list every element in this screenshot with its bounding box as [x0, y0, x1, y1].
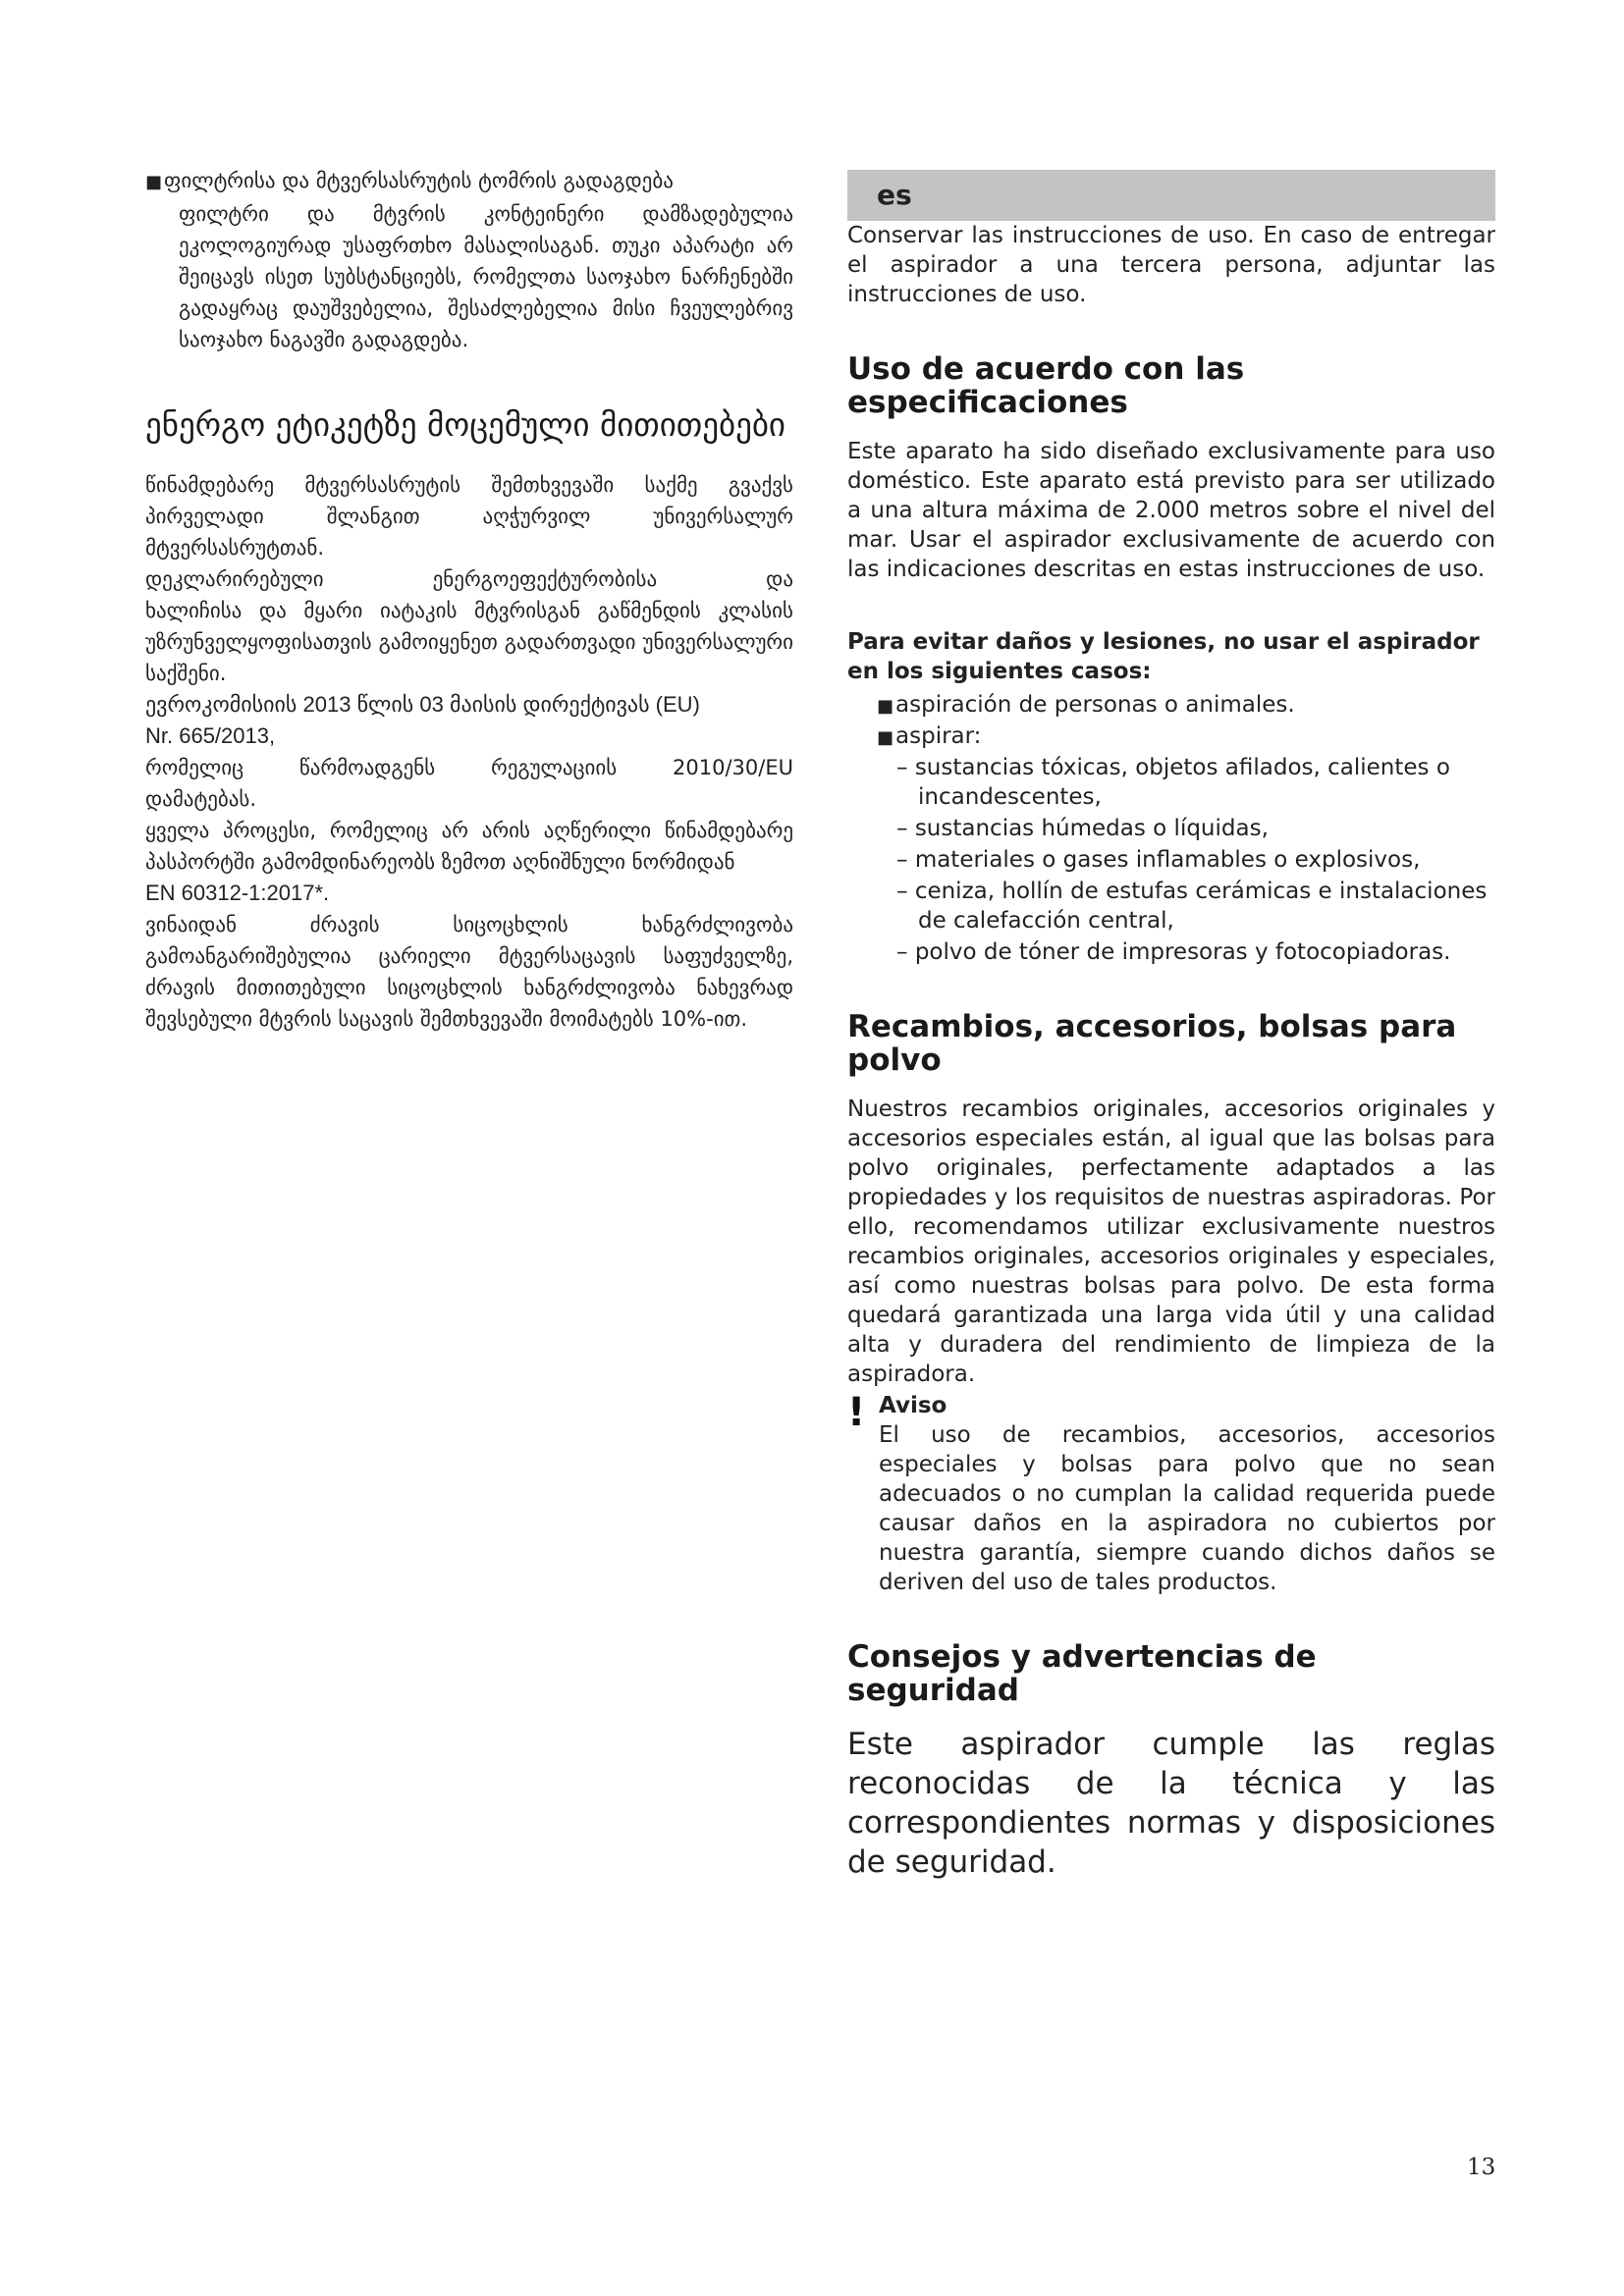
notice-title: Aviso: [879, 1393, 947, 1418]
square-bullet-icon: ■: [145, 172, 163, 192]
filter-disposal-title: ფილტრისა და მტვერსასრუტის ტომრის გადაგდება: [164, 169, 674, 192]
heading-uso: Uso de acuerdo con las especificaciones: [847, 351, 1245, 420]
bullet-text: aspiración de personas o animales.: [895, 692, 1295, 718]
uso-text: Este aparato ha sido diseñado exclusivamente para uso doméstico. Este aparato está previsto para ser utilizado a una altura máxima de 2.000 metros sobre el nivel del mar. Usar el aspirador exclusivamente de acuerdo con las indicaciones descritas en estas instrucciones de uso.: [847, 439, 1495, 582]
square-bullet-icon: ■: [877, 696, 894, 717]
filter-disposal-text: ფილტრი და მტვრის კონტეინერი დამზადებულია ეკოლოგიურად უსაფრთხო მასალისაგან. თუკი აპარატი არ შეიცავს ისეთ სუბსტანციებს, რომელთა საოჯახო ნარჩენებში გადაყრაც დაუშვებელია, შესაძლებელია მისი ჩვეულებრივ საოჯახო ნაგავში გადაგდება.: [179, 202, 793, 351]
list-item: [877, 721, 1495, 967]
dash-text: sustancias tóxicas, objetos afilados, calientes o incandescentes,: [914, 755, 1450, 810]
energy-paragraph-3d: დამატებას.: [145, 787, 257, 811]
exclamation-icon: !: [847, 1390, 866, 1435]
energy-label-heading: ენერგო ეტიკეტზე მოცემული მითითებები: [145, 405, 785, 444]
energy-paragraph-1: წინამდებარე მტვერსასრუტის შემთხვევაში საქმე გვაქვს პირველადი შლანგით აღჭურვილ უნივერსალურ მტვერსასრუტთან.: [145, 473, 793, 560]
heading-consejos: Consejos y advertencias de seguridad: [847, 1639, 1317, 1708]
dash-text: polvo de tóner de impresoras y fotocopiadoras.: [914, 939, 1451, 965]
warning-title: Para evitar daños y lesiones, no usar el aspirador en los siguientes casos:: [847, 629, 1480, 684]
dash-list: [877, 753, 1495, 967]
dash-text: materiales o gases inflamables o explosivos,: [914, 847, 1421, 873]
dash-item: – ceniza, hollín de estufas cerámicas e instalaciones de calefacción central,: [896, 879, 1488, 934]
bullet-text: aspirar:: [895, 723, 982, 749]
energy-paragraph-4b: EN 60312-1:2017*.: [145, 881, 330, 905]
energy-paragraph-3c: რომელიც წარმოადგენს რეგულაციის 2010/30/EU: [145, 756, 793, 779]
dash-item: – sustancias tóxicas, objetos afilados, calientes o incandescentes,: [896, 755, 1450, 810]
energy-paragraph-2b: ხალიჩისა და მყარი იატაკის მტვრისგან გაწმენდის კლასის: [145, 599, 793, 622]
energy-paragraph-2a: დეკლარირებული ენერგოეფექტურობისა და: [145, 567, 793, 591]
dash-item: – polvo de tóner de impresoras y fotocopiadoras.: [896, 939, 1451, 965]
warning-list: [847, 690, 1495, 967]
consejos-text: Este aspirador cumple las reglas reconocidas de la técnica y las correspondientes normas y disposiciones de seguridad.: [847, 1727, 1495, 1880]
dash-text: sustancias húmedas o líquidas,: [914, 816, 1269, 841]
notice-box: [847, 1391, 1495, 1597]
dash-item: – sustancias húmedas o líquidas,: [896, 816, 1269, 841]
notice-text: El uso de recambios, accesorios, accesorios especiales y bolsas para polvo que no sean adecuados o no cumplan la calidad requerida puede causar daños en la aspiradora no cubiertos por nuestra garantía, siempre cuando dichos daños se deriven del uso de tales productos.: [879, 1422, 1495, 1595]
energy-label-body: [145, 469, 793, 1035]
notice-body: [879, 1391, 1495, 1597]
recambios-text: Nuestros recambios originales, accesorios originales y accesorios especiales están, al igual que las bolsas para polvo originales, perfectamente adaptados a las propiedades y los requisitos de nuestras aspiradoras. Por ello, recomendamos utilizar exclusivamente nuestros recambios originales, accesorios originales y especiales, así como nuestras bolsas para polvo. De esta forma quedará garantizada una larga vida útil y una calidad alta y duradera del rendimiento de limpieza de la aspiradora.: [847, 1096, 1495, 1387]
dash-item: – materiales o gases inflamables o explosivos,: [896, 847, 1421, 873]
left-column: [145, 165, 793, 1035]
energy-paragraph-4: ყველა პროცესი, რომელიც არ არის აღწერილი წინამდებარე პასპორტში გამომდინარეობს ზემოთ აღნიშნული ნორმიდან: [145, 819, 793, 874]
energy-paragraph-3b: Nr. 665/2013,: [145, 723, 276, 748]
energy-paragraph-5: ვინაიდან ძრავის სიცოცხლის ხანგრძლივობა გამოანგარიშებულია ცარიელი მტვერსაცავის საფუძველზე, ძრავის მითითებული სიცოცხლის ხანგრძლივობა ნახევრად შევსებული მტვრის საცავის შემთხვევაში მოიმატებს 10%-ით.: [145, 913, 793, 1031]
right-column: [847, 170, 1495, 1882]
heading-recambios: Recambios, accesorios, bolsas para polvo: [847, 1009, 1457, 1078]
square-bullet-icon: ■: [877, 727, 894, 748]
dash-text: ceniza, hollín de estufas cerámicas e instalaciones de calefacción central,: [914, 879, 1488, 934]
page-number: 13: [1467, 2155, 1496, 2180]
energy-paragraph-2c: უზრუნველყოფისათვის გამოიყენეთ გადართვადი უნივერსალური საქშენი.: [145, 630, 793, 685]
energy-paragraph-3a: ევროკომისიის 2013 წლის 03 მაისის დირექტივას (EU): [145, 692, 700, 717]
filter-disposal-item: [145, 165, 793, 198]
list-item: [877, 690, 1495, 721]
language-bar: es: [847, 170, 1495, 221]
intro-text: Conservar las instrucciones de uso. En caso de entregar el aspirador a una tercera persona, adjuntar las instrucciones de uso.: [847, 223, 1495, 307]
